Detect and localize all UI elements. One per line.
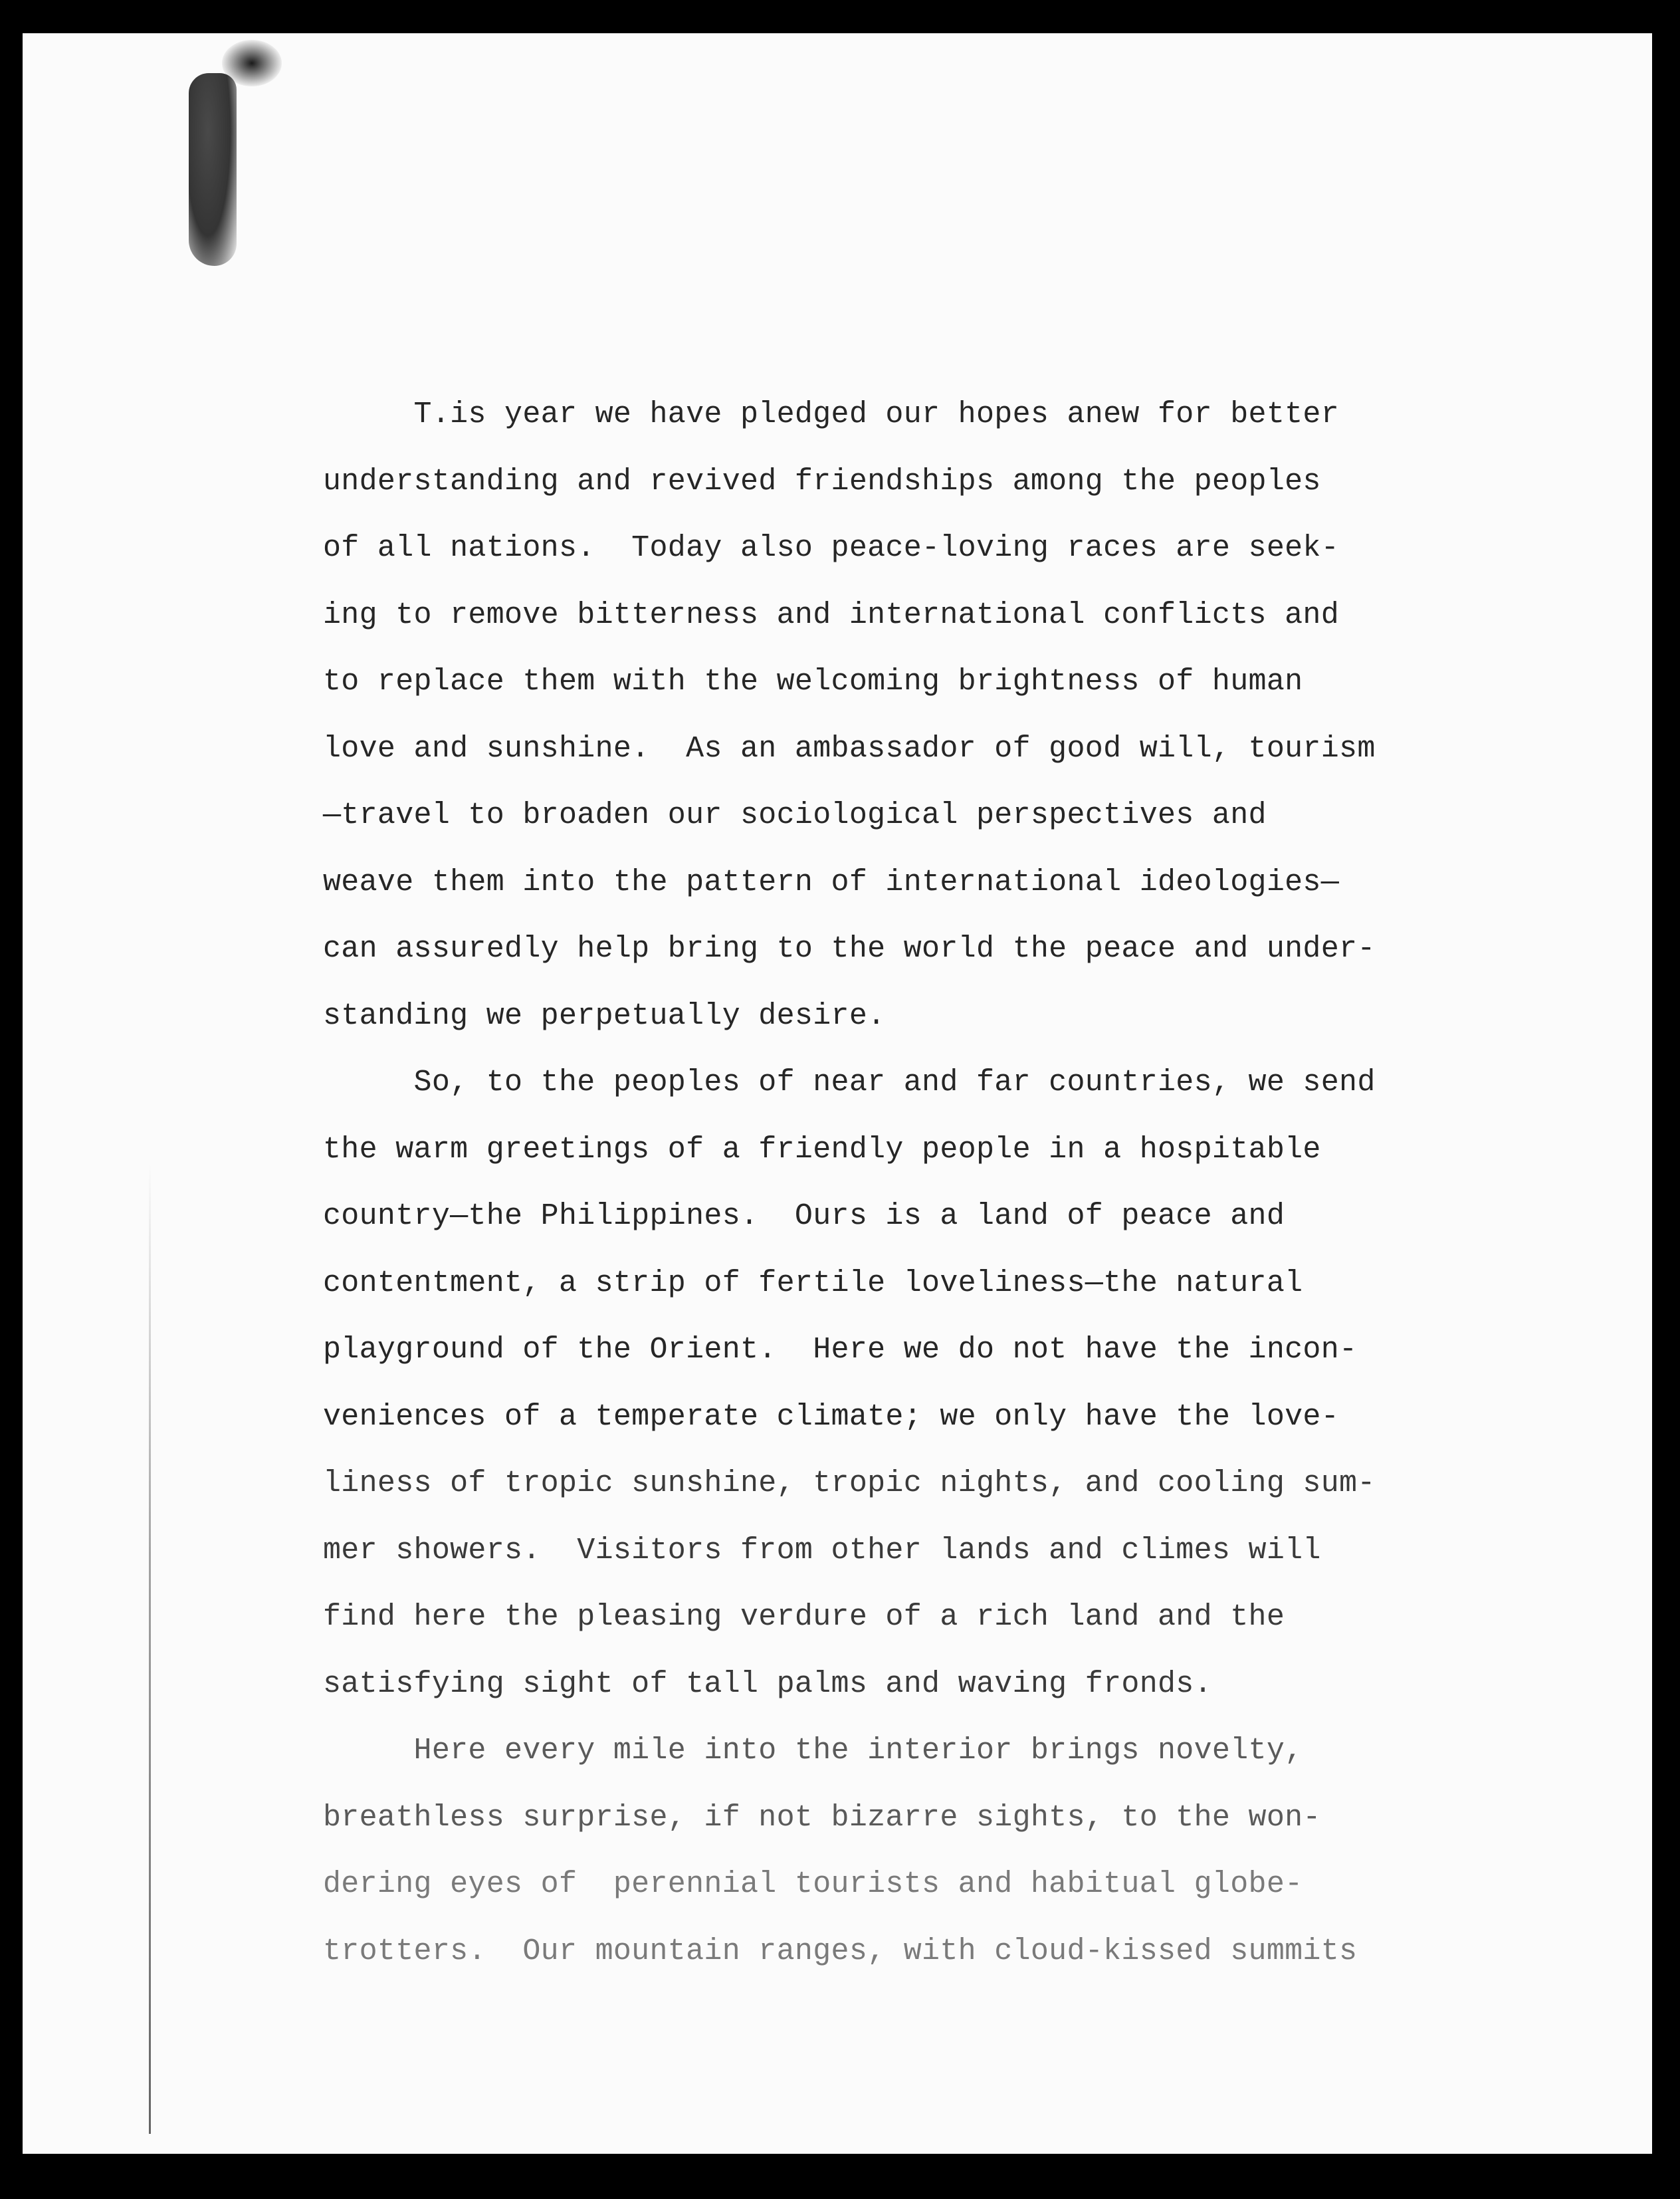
ink-smudge bbox=[189, 73, 237, 266]
text-line: mer showers. Visitors from other lands and climes will bbox=[323, 1533, 1321, 1567]
typewritten-page bbox=[23, 33, 1652, 2154]
paragraph-3 bbox=[323, 1718, 1559, 1985]
text-line: ing to remove bitterness and international conflicts and bbox=[323, 598, 1340, 632]
body-text bbox=[323, 382, 1559, 1985]
text-line: weave them into the pattern of international ideologies— bbox=[323, 865, 1340, 899]
text-line: trotters. Our mountain ranges, with cloud-kissed summits bbox=[323, 1934, 1358, 1968]
text-line: of all nations. Today also peace-loving races are seek- bbox=[323, 531, 1340, 565]
text-line: breathless surprise, if not bizarre sights, to the won- bbox=[323, 1800, 1321, 1835]
text-line: standing we perpetually desire. bbox=[323, 998, 886, 1033]
text-line: liness of tropic sunshine, tropic nights, and cooling sum- bbox=[323, 1466, 1376, 1500]
text-line: So, to the peoples of near and far countries, we send bbox=[323, 1066, 1376, 1100]
text-line: veniences of a temperate climate; we only have the love- bbox=[323, 1399, 1340, 1434]
text-line: —travel to broaden our sociological perspectives and bbox=[323, 798, 1267, 832]
text-line: contentment, a strip of fertile loveliness—the natural bbox=[323, 1266, 1303, 1300]
page-edge-shadow bbox=[149, 1163, 151, 2134]
paragraph-2 bbox=[323, 1050, 1559, 1718]
text-line: can assuredly help bring to the world the peace and under- bbox=[323, 932, 1376, 966]
text-line: satisfying sight of tall palms and waving fronds. bbox=[323, 1667, 1212, 1701]
text-line: dering eyes of perennial tourists and habitual globe- bbox=[323, 1867, 1303, 1901]
text-line: the warm greetings of a friendly people in a hospitable bbox=[323, 1132, 1321, 1167]
text-line: country—the Philippines. Ours is a land of peace and bbox=[323, 1199, 1285, 1233]
text-line: Here every mile into the interior brings novelty, bbox=[323, 1734, 1303, 1768]
text-line: understanding and revived friendships among the peoples bbox=[323, 464, 1321, 499]
text-line: T.is year we have pledged our hopes anew for better bbox=[323, 398, 1340, 431]
text-line: playground of the Orient. Here we do not have the incon- bbox=[323, 1333, 1358, 1367]
text-line: find here the pleasing verdure of a rich land and the bbox=[323, 1600, 1285, 1634]
paragraph-1 bbox=[323, 382, 1559, 1050]
text-line: love and sunshine. As an ambassador of good will, tourism bbox=[323, 731, 1376, 766]
text-line: to replace them with the welcoming brightness of human bbox=[323, 665, 1303, 699]
